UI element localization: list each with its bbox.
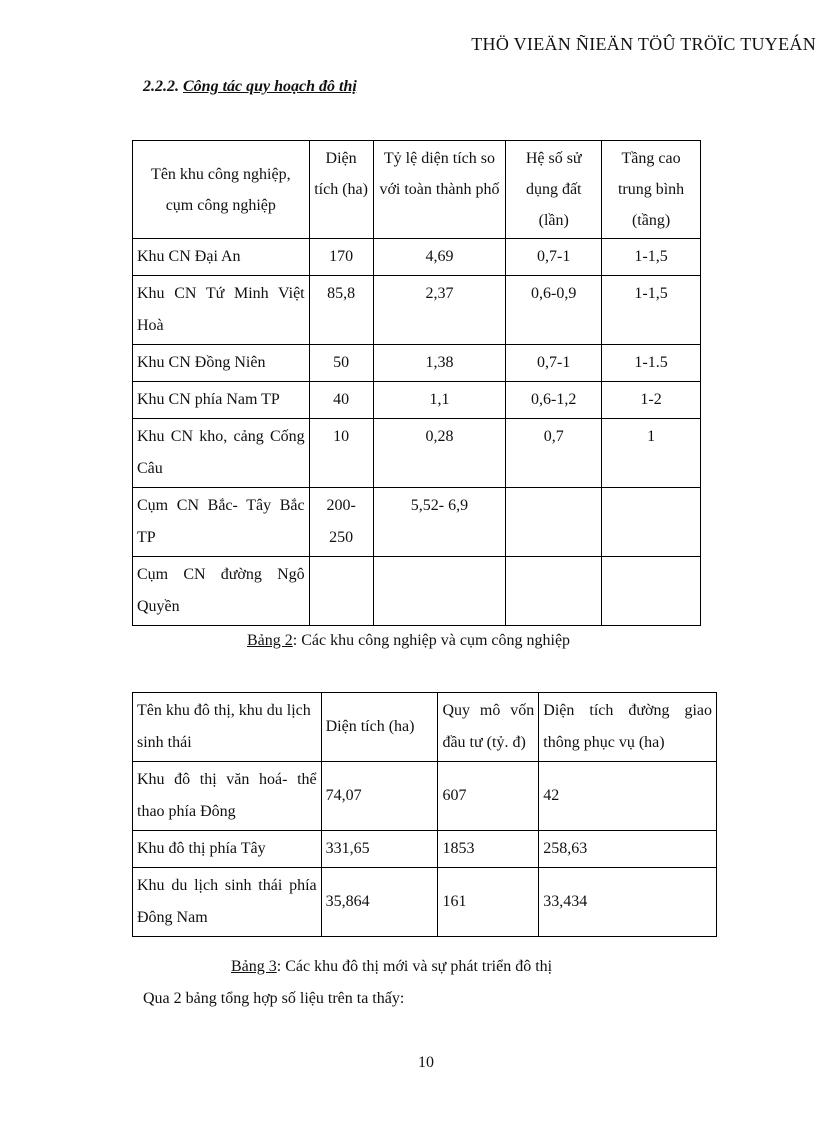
- header-cell: Hệ số sử dụng đất (lần): [506, 141, 602, 239]
- table-cell: Khu CN phía Nam TP: [133, 382, 310, 419]
- header-cell: Tên khu công nghiệp, cụm công nghiệp: [133, 141, 310, 239]
- table-row: [133, 868, 717, 937]
- table-cell: 1-1.5: [602, 345, 701, 382]
- table-cell: Cụm CN Bắc- Tây Bắc TP: [133, 488, 310, 557]
- table-cell: 0,7-1: [506, 345, 602, 382]
- table-cell: 0,7: [506, 419, 602, 488]
- industrial-zones-table: [132, 140, 701, 626]
- header-cell: Tỷ lệ diện tích so với toàn thành phố: [373, 141, 506, 239]
- table-cell: Khu CN Đồng Niên: [133, 345, 310, 382]
- table-cell: 1-2: [602, 382, 701, 419]
- header-cell: Quy mô vốn đầu tư (tỷ. đ): [438, 693, 539, 762]
- table-row: [133, 488, 701, 557]
- caption-label: Bảng 3: [231, 958, 277, 975]
- table-row: [133, 831, 717, 868]
- section-title: Công tác quy hoạch đô thị: [183, 78, 357, 95]
- table2-caption: [247, 632, 570, 650]
- table-cell: 35,864: [321, 868, 438, 937]
- table-cell: [506, 488, 602, 557]
- table-header-row: [133, 141, 701, 239]
- table-cell: 607: [438, 762, 539, 831]
- table-cell: Khu CN Tứ Minh Việt Hoà: [133, 276, 310, 345]
- table-row: [133, 345, 701, 382]
- table-header-row: [133, 693, 717, 762]
- table-cell: 0,28: [373, 419, 506, 488]
- table-cell: 1-1,5: [602, 276, 701, 345]
- table-cell: 200-250: [309, 488, 373, 557]
- table-cell: 2,37: [373, 276, 506, 345]
- header-cell: Diện tích đường giao thông phục vụ (ha): [539, 693, 717, 762]
- table-cell: 85,8: [309, 276, 373, 345]
- table3-caption: [231, 958, 552, 976]
- table-cell: [309, 557, 373, 626]
- page-header: THÖ VIEÄN ÑIEÄN TÖÛ TRÖÏC TUYEÁN: [471, 34, 816, 54]
- table-cell: 50: [309, 345, 373, 382]
- table-row: [133, 419, 701, 488]
- table-cell: Khu đô thị văn hoá- thể thao phía Đông: [133, 762, 322, 831]
- section-number: 2.2.2.: [143, 78, 179, 95]
- caption-label: Bảng 2: [247, 632, 293, 649]
- table-row: [133, 239, 701, 276]
- table-cell: 4,69: [373, 239, 506, 276]
- table-cell: [373, 557, 506, 626]
- table-cell: [602, 557, 701, 626]
- table-cell: [602, 488, 701, 557]
- table-cell: 258,63: [539, 831, 717, 868]
- table-cell: 331,65: [321, 831, 438, 868]
- table-cell: 1,1: [373, 382, 506, 419]
- table-cell: Cụm CN đường Ngô Quyền: [133, 557, 310, 626]
- page-number: 10: [418, 1054, 434, 1071]
- header-cell: Diện tích (ha): [309, 141, 373, 239]
- table-cell: 74,07: [321, 762, 438, 831]
- section-heading: [143, 78, 357, 96]
- urban-areas-table: [132, 692, 717, 937]
- table-cell: 0,6-0,9: [506, 276, 602, 345]
- table-cell: 1-1,5: [602, 239, 701, 276]
- table-cell: 1853: [438, 831, 539, 868]
- table-cell: [506, 557, 602, 626]
- table-row: [133, 557, 701, 626]
- table-row: [133, 382, 701, 419]
- table-cell: 1,38: [373, 345, 506, 382]
- table-cell: Khu CN kho, cảng Cống Câu: [133, 419, 310, 488]
- body-paragraph: Qua 2 bảng tổng hợp số liệu trên ta thấy:: [143, 990, 405, 1007]
- table-cell: 0,6-1,2: [506, 382, 602, 419]
- table-cell: 40: [309, 382, 373, 419]
- table-row: [133, 276, 701, 345]
- table-row: [133, 762, 717, 831]
- table-cell: 33,434: [539, 868, 717, 937]
- table-cell: 161: [438, 868, 539, 937]
- table-cell: Khu đô thị phía Tây: [133, 831, 322, 868]
- table-cell: 0,7-1: [506, 239, 602, 276]
- caption-text: : Các khu đô thị mới và sự phát triển đô thị: [276, 958, 553, 975]
- caption-text: : Các khu công nghiệp và cụm công nghiệp: [292, 632, 571, 649]
- table-cell: 42: [539, 762, 717, 831]
- table-cell: 1: [602, 419, 701, 488]
- table-cell: Khu du lịch sinh thái phía Đông Nam: [133, 868, 322, 937]
- header-cell: Tầng cao trung bình (tầng): [602, 141, 701, 239]
- header-cell: Tên khu đô thị, khu du lịch sinh thái: [133, 693, 322, 762]
- table-cell: 5,52- 6,9: [373, 488, 506, 557]
- table-cell: Khu CN Đại An: [133, 239, 310, 276]
- header-cell: Diện tích (ha): [321, 693, 438, 762]
- table-cell: 10: [309, 419, 373, 488]
- table-cell: 170: [309, 239, 373, 276]
